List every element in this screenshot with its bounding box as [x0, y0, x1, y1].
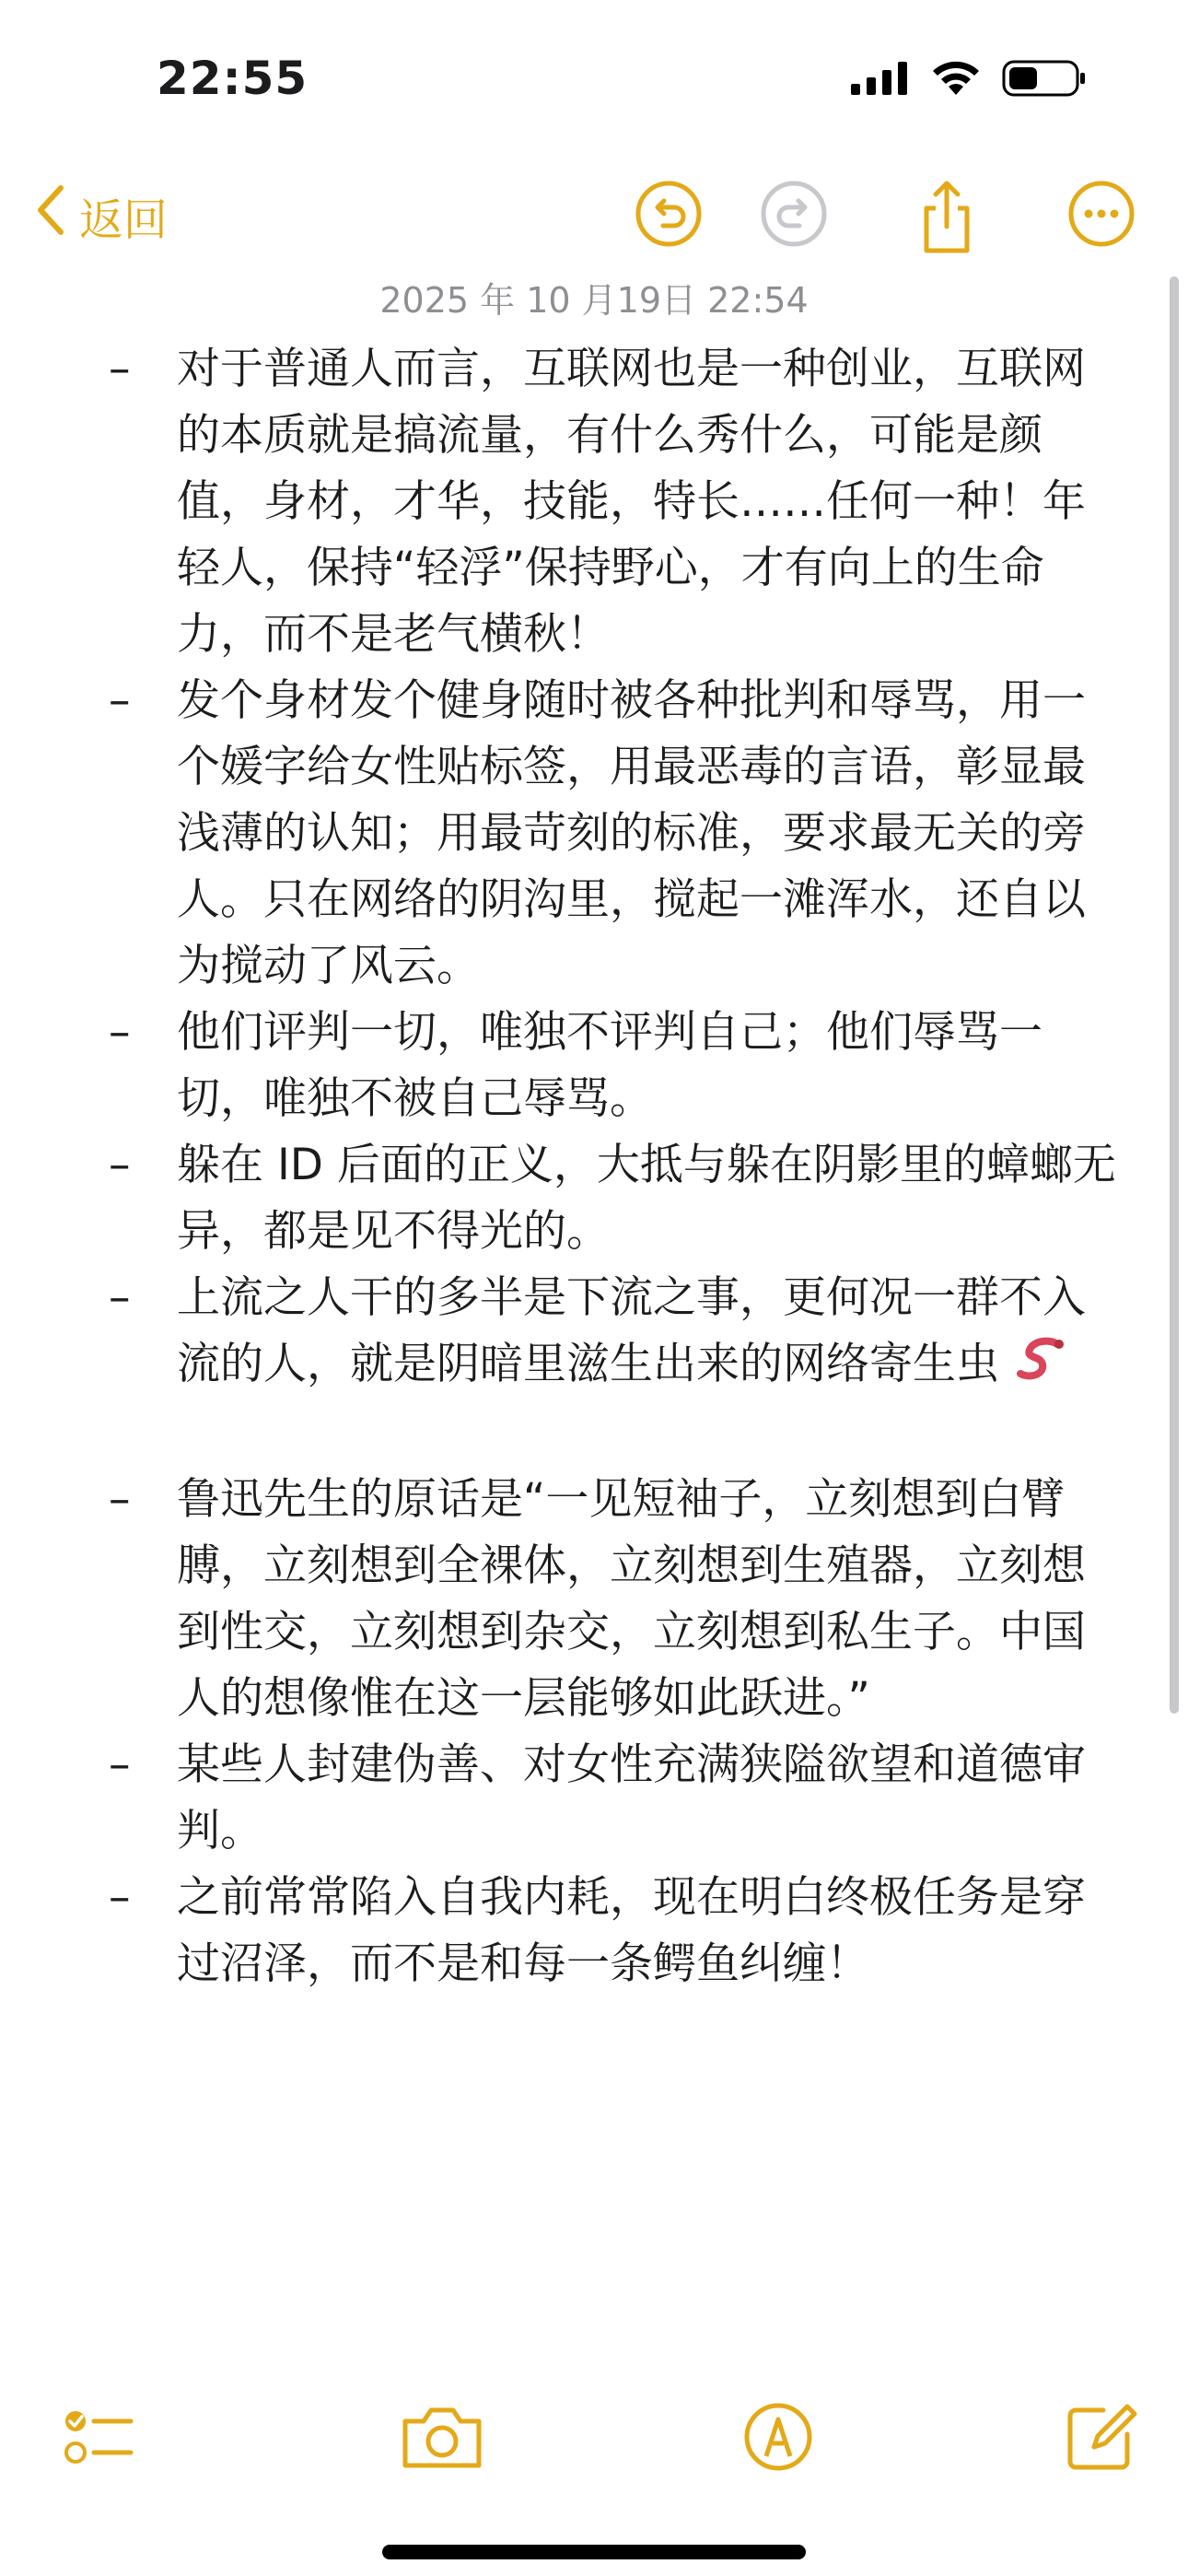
list-item-text: 上流之人干的多半是下流之事，更何况一群不入流的人，就是阴暗里滋生出来的网络寄生虫: [177, 1272, 1086, 1389]
list-item-text: 躲在 ID 后面的正义，大抵与躲在阴影里的蟑螂无异，都是见不得光的。: [177, 1140, 1116, 1257]
more-icon: [1066, 235, 1136, 252]
list-item: [101, 336, 1124, 668]
list-item-text: 某些人封建伪善、对女性充满狭隘欲望和道德审判。: [177, 1739, 1086, 1856]
bullet: –: [109, 1872, 131, 1923]
undo-button[interactable]: [634, 179, 704, 249]
camera-button[interactable]: [396, 2395, 488, 2478]
checklist-icon: [57, 2465, 140, 2482]
bullet: –: [109, 675, 131, 726]
status-icons: [851, 57, 1087, 103]
list-item: [101, 668, 1124, 1000]
scrollbar[interactable]: [1170, 276, 1179, 1714]
home-indicator[interactable]: [382, 2545, 806, 2559]
list-item-text: 他们评判一切，唯独不评判自己；他们辱骂一切，唯独不被自己辱骂。: [177, 1007, 1042, 1124]
bullet: –: [109, 1474, 131, 1525]
undo-icon: [634, 235, 704, 252]
back-button[interactable]: [33, 182, 168, 249]
redo-icon: [759, 235, 829, 252]
status-bar: [0, 0, 1188, 157]
list-item: [101, 1467, 1124, 1732]
list-item-text: 发个身材发个健身随时被各种批判和辱骂，用一个媛字给女性贴标签，用最恶毒的言语，彰显最浅薄的认知；用最苛刻的标准，要求最无关的旁人。只在网络的阴沟里，搅起一滩浑水，还自以为搅动了风云。: [177, 675, 1086, 991]
share-button[interactable]: [912, 179, 982, 249]
list-item: [101, 1132, 1124, 1265]
share-icon: [912, 242, 982, 260]
camera-icon: [396, 2465, 488, 2482]
list-item-text: 鲁迅先生的原话是“一见短袖子，立刻想到白臂膊，立刻想到全裸体，立刻想到生殖器，立刻想到性交，立刻想到杂交，立刻想到私生子。中国人的想像惟在这一层能够如此跃进。”: [177, 1474, 1086, 1724]
nav-bar: [0, 166, 1188, 258]
list-item: [101, 1265, 1124, 1400]
more-button[interactable]: [1066, 179, 1136, 249]
battery-icon: [1002, 58, 1087, 102]
status-time: 22:55: [157, 52, 309, 105]
bullet: –: [109, 1272, 131, 1323]
note-body[interactable]: [101, 336, 1124, 1997]
list-item: [101, 1732, 1124, 1865]
bullet: –: [109, 1140, 131, 1190]
bullet: –: [109, 1739, 131, 1790]
back-label: 返回: [79, 193, 169, 246]
worm-icon: [1013, 1333, 1068, 1400]
list-item-text: 之前常常陷入自我内耗，现在明白终极任务是穿过沼泽，而不是和每一条鳄鱼纠缠！: [177, 1872, 1086, 1989]
blank-line: [101, 1400, 1124, 1467]
checklist-button[interactable]: [57, 2395, 140, 2478]
markup-button[interactable]: [737, 2395, 820, 2478]
list-item: [101, 1865, 1124, 1997]
bullet: –: [109, 344, 131, 394]
compose-icon: [1059, 2465, 1142, 2482]
bullet: –: [109, 1007, 131, 1058]
cellular-signal-icon: [851, 62, 910, 99]
chevron-left-icon: [33, 182, 66, 249]
redo-button[interactable]: [759, 179, 829, 249]
bottom-toolbar: [0, 2386, 1188, 2488]
compose-button[interactable]: [1059, 2395, 1142, 2478]
wifi-icon: [930, 60, 982, 100]
markup-icon: [737, 2465, 820, 2482]
note-date: 2025 年 10 月19日 22:54: [379, 280, 809, 321]
list-item-text: 对于普通人而言，互联网也是一种创业，互联网的本质就是搞流量，有什么秀什么，可能是颜值，身材，才华，技能，特长……任何一种！年轻人，保持“轻浮”保持野心，才有向上的生命力，而不是老气横秋！: [177, 344, 1086, 660]
list-item: [101, 1000, 1124, 1132]
